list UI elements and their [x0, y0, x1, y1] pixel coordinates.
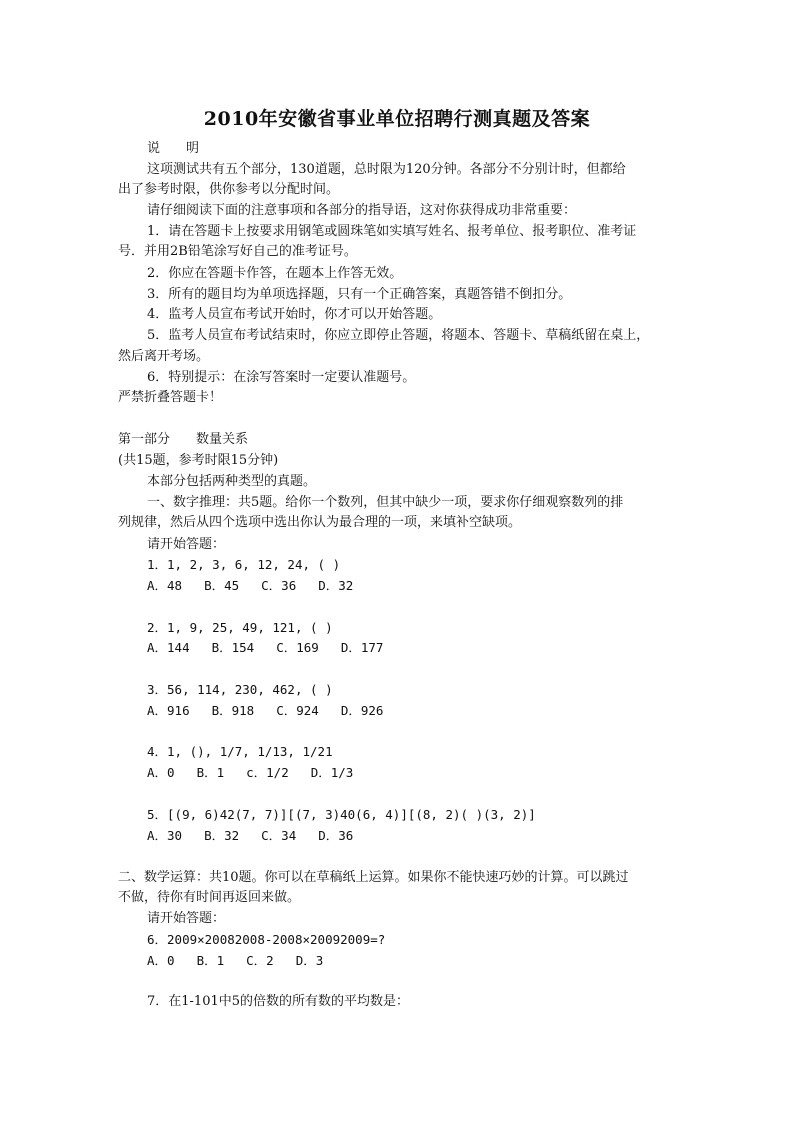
note-1: 1．请在答题卡上按要求用钢笔或圆珠笔如实填写姓名、报考单位、报考职位、准考证	[147, 224, 637, 239]
question-7: 7．在1-101中5的倍数的所有数的平均数是：	[147, 994, 410, 1009]
start-prompt-2: 请开始答题：	[147, 911, 226, 926]
note-2: 2．你应在答题卡作答，在题本上作答无效。	[147, 266, 403, 281]
question-6-options	[147, 952, 345, 970]
option: D．32	[318, 578, 354, 593]
start-prompt-1: 请开始答题：	[147, 537, 226, 552]
page-title: 2010年安徽省事业单位招聘行测真题及答案	[203, 108, 591, 130]
option: C．169	[276, 640, 319, 655]
option: C．924	[276, 703, 319, 718]
option: B．32	[204, 828, 240, 843]
question-5: 5．[(9, 6)42(7, 7)][(7, 3)40(6, 4)][(8, 2)( )(3, 2)]	[147, 807, 536, 822]
question-1: 1．1, 2, 3, 6, 12, 24, ( )	[147, 557, 341, 572]
option: A．48	[147, 578, 183, 593]
question-2-options	[147, 639, 405, 657]
option: C．2	[246, 953, 274, 968]
option: D．3	[295, 953, 324, 968]
option: c．1/2	[246, 765, 289, 780]
question-4: 4．1, (), 1/7, 1/13, 1/21	[147, 744, 333, 759]
intro-text: 这项测试共有五个部分，130道题，总时限为120分钟。各部分不分别计时，但都给	[147, 162, 626, 177]
instructions-heading: 说 明	[147, 141, 200, 156]
option: D．177	[340, 640, 384, 655]
please-read-text: 请仔细阅读下面的注意事项和各部分的指导语，这对你获得成功非常重要：	[147, 203, 577, 218]
intro-text-cont: 出了参考时限，供你参考以分配时间。	[118, 182, 340, 197]
question-1-options	[147, 577, 375, 595]
option: A．30	[147, 828, 183, 843]
note-1-cont: 号．并用2B铅笔涂写好自己的准考证号。	[118, 244, 357, 259]
note-3: 3．所有的题目均为单项选择题，只有一个正确答案，真题答错不倒扣分。	[147, 287, 572, 302]
question-4-options	[147, 764, 375, 782]
option: A．144	[147, 640, 190, 655]
option: A．916	[147, 703, 190, 718]
option: C．36	[261, 578, 297, 593]
note-4: 4．监考人员宣布考试开始时，你才可以开始答题。	[147, 307, 442, 322]
note-6: 6．特别提示：在涂写答案时一定要认准题号。	[147, 370, 416, 385]
section2-desc: 二、数学运算：共10题。你可以在草稿纸上运算。如果你不能快速巧妙的计算。可以跳过	[118, 870, 629, 885]
warning-text: 严禁折叠答题卡！	[118, 390, 223, 405]
section1-desc: 一、数字推理：共5题。给你一个数列，但其中缺少一项，要求你仔细观察数列的排	[147, 495, 624, 510]
part1-time: (共15题，参考时限15分钟)	[118, 453, 279, 468]
question-2: 2．1, 9, 25, 49, 121, ( )	[147, 620, 333, 635]
note-5-cont: 然后离开考场。	[118, 349, 210, 364]
option: B．1	[196, 765, 225, 780]
option: D．36	[318, 828, 354, 843]
question-3: 3．56, 114, 230, 462, ( )	[147, 682, 333, 697]
option: B．154	[211, 640, 255, 655]
part1-desc: 本部分包括两种类型的真题。	[147, 474, 317, 489]
section2-desc-cont: 不做，待你有时间再返回来做。	[118, 890, 301, 905]
question-3-options	[147, 702, 405, 720]
option: D．926	[340, 703, 384, 718]
option: B．918	[211, 703, 255, 718]
question-5-options	[147, 827, 375, 845]
option: C．34	[261, 828, 297, 843]
option: A．0	[147, 953, 175, 968]
option: B．45	[204, 578, 240, 593]
note-5: 5．监考人员宣布考试结束时，你应立即停止答题，将题本、答题卡、草稿纸留在桌上，	[147, 328, 650, 343]
option: A．0	[147, 765, 175, 780]
option: D．1/3	[310, 765, 354, 780]
section1-desc-cont: 列规律，然后从四个选项中选出你认为最合理的一项，来填补空缺项。	[118, 515, 522, 530]
part1-title: 第一部分 数量关系	[118, 432, 249, 447]
question-6: 6．2009×20082008-2008×20092009=?	[147, 932, 386, 947]
option: B．1	[196, 953, 225, 968]
